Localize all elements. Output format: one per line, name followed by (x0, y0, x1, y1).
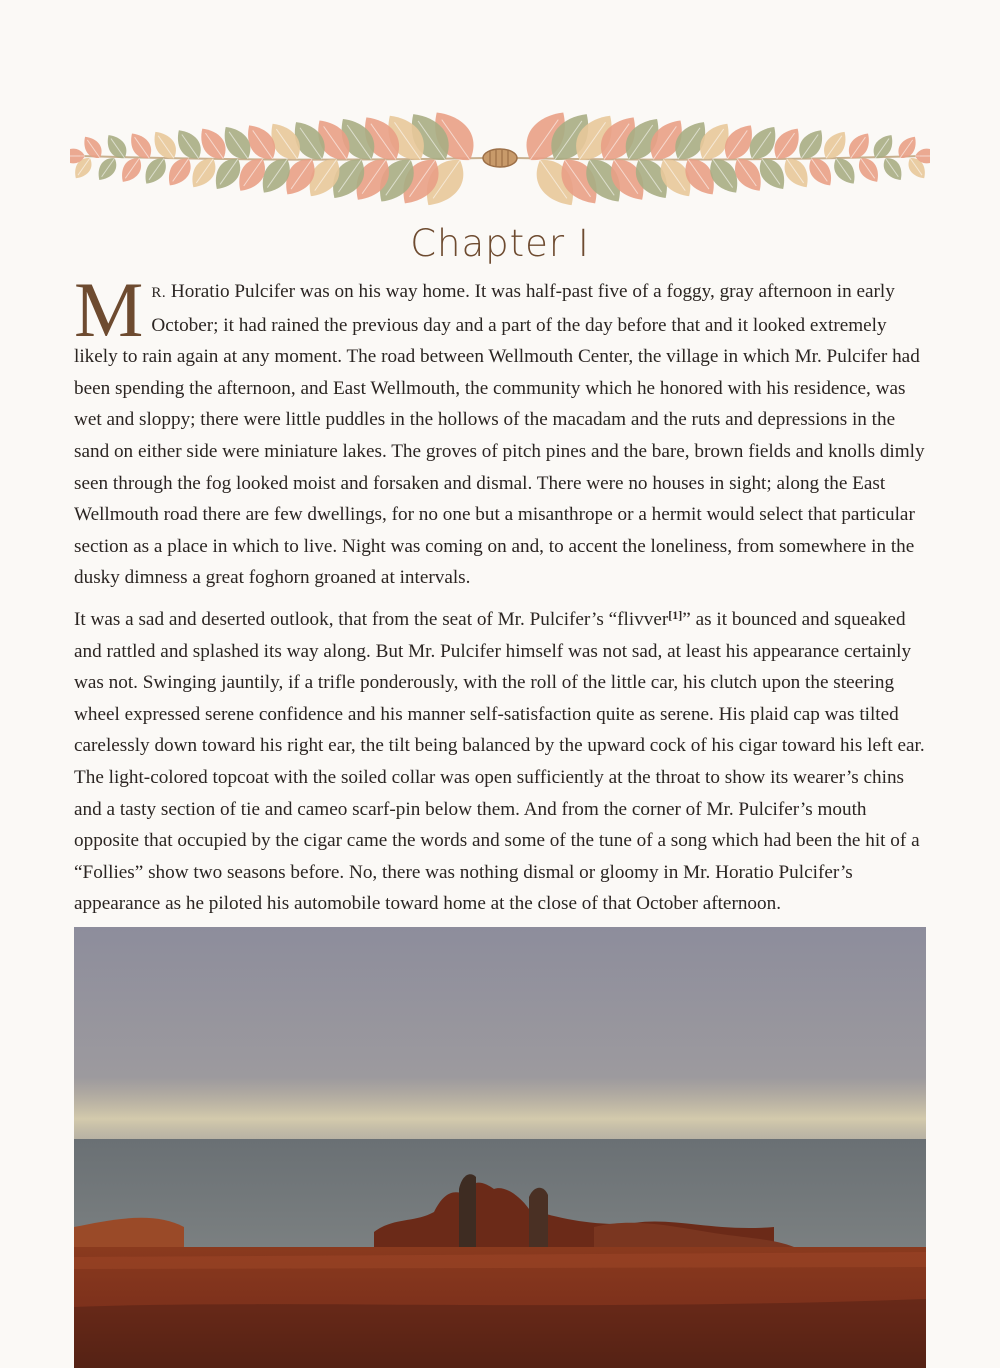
leaf-garland-ornament (70, 95, 930, 225)
paragraph-2 (74, 604, 926, 920)
landscape-painting (74, 927, 926, 1368)
chapter-body (74, 266, 926, 920)
footnote-link[interactable]: [1] (668, 607, 683, 622)
paragraph-1-text: Horatio Pulcifer was on his way home. It was half-past five of a foggy, gray afternoon in early October; it had rained the previous day and a part of the day before that and it looked extremely likely to rain again at any moment. The road between Wellmouth Center, the village in which Mr. Pulcifer had been spending the afternoon, and East Wellmouth, the community which he honored with his residence, was wet and sloppy; there were little puddles in the hollows of the macadam and the ruts and depressions in the sand on either side were miniature lakes. The groves of pitch pines and the bare, brown fields and knolls dimly seen through the fog looked moist and forsaken and dismal. There were no houses in sight; along the East Wellmouth road there are few dwellings, for no one but a misanthrope or a hermit would select that particular section as a place in which to live. Night was coming on and, to accent the loneliness, from somewhere in the dusky dimness a great foghorn groaned at intervals. (74, 281, 925, 589)
chapter-title: Chapter I (410, 222, 590, 265)
garland-left-branch (70, 103, 485, 214)
paragraph-1 (74, 266, 926, 594)
paragraph-2-text-before: It was a sad and deserted outlook, that from the seat of Mr. Pulcifer’s “flivver (74, 608, 669, 630)
drop-cap: M (74, 266, 144, 353)
paragraph-2-text-after: ” as it bounced and squeaked and rattled and splashed its way along. But Mr. Pulcifer himself was not sad, at least his appearance certainly was not. Swinging jauntily, if a trifle ponderously, with the roll of the little car, his clutch upon the steering wheel expressed serene confidence and his manner self-satisfaction quite as serene. His plaid cap was tilted carelessly down toward his right ear, the tilt being balanced by the upward cock of his cigar toward his left ear. The light-colored topcoat with the soiled collar was open sufficiently at the throat to show its wearer’s chins and a tasty section of tie and cameo scarf-pin below them. And from the corner of Mr. Pulcifer’s mouth opposite that occupied by the cigar came the words and some of the tune of a song which had been the hit of a “Follies” show two seasons before. No, there was nothing dismal or gloomy in Mr. Horatio Pulcifer’s appearance as he piloted his automobile toward home at the close of that October afternoon. (74, 608, 925, 915)
garland-right-branch (515, 103, 930, 214)
lead-smallcaps: R. (151, 285, 167, 301)
garland-knot (483, 149, 517, 167)
